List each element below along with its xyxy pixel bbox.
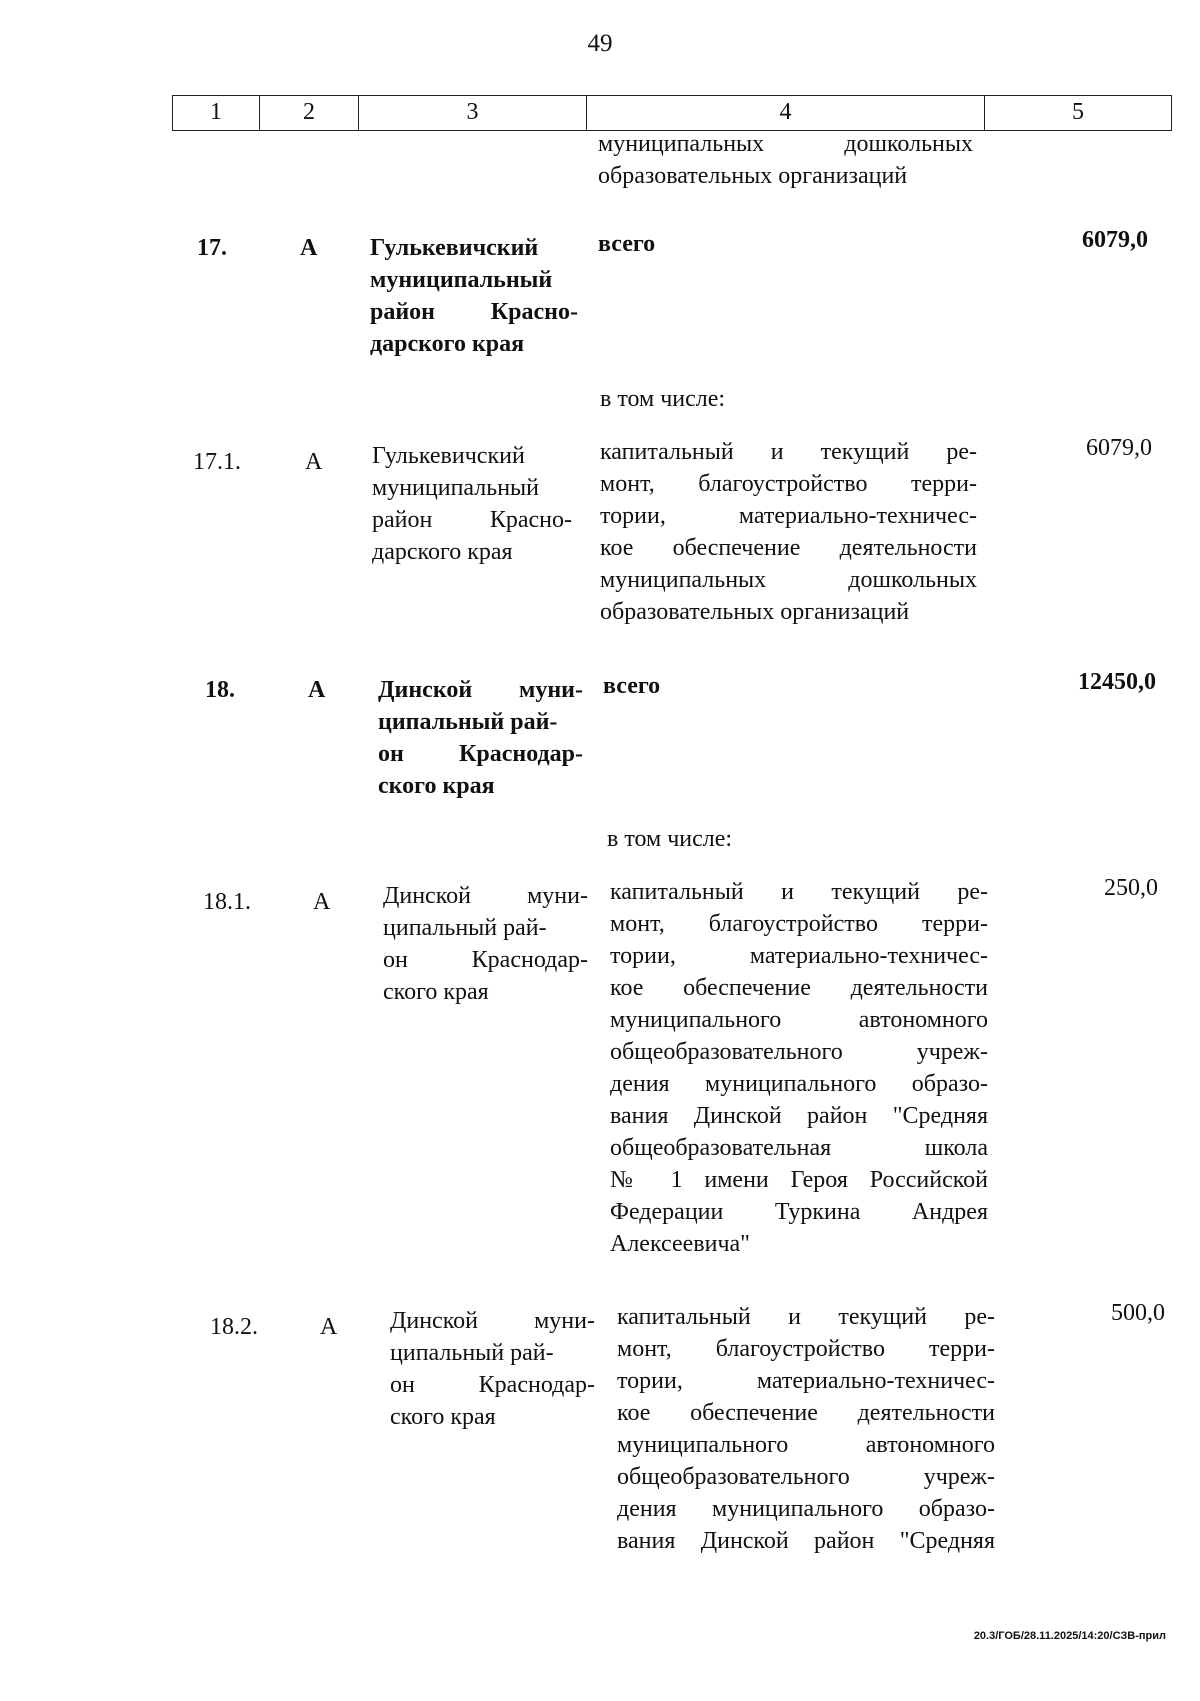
row-amount: 250,0 bbox=[1104, 875, 1158, 901]
municipality-line: он Краснодар- bbox=[383, 947, 588, 973]
row-description bbox=[600, 436, 977, 628]
row-amount: 12450,0 bbox=[1078, 669, 1156, 695]
description-line: капитальный и текущий ре- bbox=[610, 879, 988, 905]
description-line: вания Динской район "Средняя bbox=[617, 1528, 995, 1554]
municipality-line: ципальный рай- bbox=[378, 709, 558, 735]
description-line: тории, материально-техничес- bbox=[610, 943, 988, 969]
description-line: общеобразовательного учреж- bbox=[617, 1464, 995, 1490]
municipality-line: ского края bbox=[383, 979, 489, 1005]
description-line: муниципальных дошкольных bbox=[600, 567, 977, 593]
row-category: А bbox=[320, 1314, 338, 1340]
row-number: 17. bbox=[197, 235, 227, 261]
municipality-line: дарского края bbox=[370, 331, 525, 357]
description-line: тории, материально-техничес- bbox=[600, 503, 977, 529]
description-line: вания Динской район "Средняя bbox=[610, 1103, 988, 1129]
municipality-line: Динской муни- bbox=[390, 1308, 595, 1334]
description-line: образовательных организаций bbox=[600, 599, 910, 625]
municipality-line: Гулькевичский bbox=[370, 235, 539, 261]
row-amount: 500,0 bbox=[1111, 1300, 1165, 1326]
row-municipality bbox=[372, 440, 572, 568]
description-line: дения муниципального образо- bbox=[617, 1496, 995, 1522]
row-description bbox=[617, 1301, 995, 1557]
municipality-line: Динской муни- bbox=[378, 677, 583, 703]
row-category: А bbox=[305, 449, 323, 475]
column-header-row bbox=[172, 95, 1172, 131]
row-description bbox=[598, 228, 973, 260]
column-header-2: 2 bbox=[260, 96, 359, 130]
column-header-3: 3 bbox=[359, 96, 587, 130]
municipality-line: Динской муни- bbox=[383, 883, 588, 909]
municipality-line: муниципальный bbox=[370, 267, 553, 293]
footer-document-code: 20.3/ГОБ/28.11.2025/14:20/СЗВ-прил bbox=[973, 1630, 1166, 1642]
page-number: 49 bbox=[587, 30, 613, 57]
row-municipality bbox=[378, 674, 583, 802]
description-line: всего bbox=[603, 673, 661, 699]
including-label: в том числе: bbox=[600, 386, 726, 412]
column-header-4: 4 bbox=[587, 96, 985, 130]
row-amount: 6079,0 bbox=[1082, 227, 1148, 253]
municipality-line: муниципальный bbox=[372, 475, 540, 501]
row-municipality bbox=[370, 232, 578, 360]
description-line: общеобразовательная школа bbox=[610, 1135, 988, 1161]
continuation-line: муниципальных дошкольных bbox=[598, 131, 973, 157]
row-category: А bbox=[313, 889, 331, 915]
row-category: А bbox=[308, 677, 326, 703]
description-line: кое обеспечение деятельности bbox=[600, 535, 977, 561]
description-line: общеобразовательного учреж- bbox=[610, 1039, 988, 1065]
column-header-5: 5 bbox=[1072, 99, 1084, 125]
municipality-line: район Красно- bbox=[372, 507, 572, 533]
description-line: Алексеевича" bbox=[610, 1231, 750, 1257]
description-line: капитальный и текущий ре- bbox=[617, 1304, 995, 1330]
description-line: кое обеспечение деятельности bbox=[610, 975, 988, 1001]
description-line: монт, благоустройство терри- bbox=[610, 911, 988, 937]
including-label: в том числе: bbox=[607, 826, 733, 852]
municipality-line: Гулькевичский bbox=[372, 443, 525, 469]
description-line: муниципального автономного bbox=[617, 1432, 995, 1458]
row-municipality bbox=[390, 1305, 595, 1433]
description-line: № 1 имени Героя Российской bbox=[610, 1167, 988, 1193]
municipality-line: он Краснодар- bbox=[390, 1372, 595, 1398]
row-number: 18.2. bbox=[210, 1314, 258, 1340]
municipality-line: ского края bbox=[390, 1404, 496, 1430]
description-line: монт, благоустройство терри- bbox=[600, 471, 977, 497]
municipality-line: дарского края bbox=[372, 539, 513, 565]
row-amount: 6079,0 bbox=[1086, 435, 1152, 461]
row-description bbox=[603, 670, 978, 702]
municipality-line: ципальный рай- bbox=[383, 915, 547, 941]
description-line: муниципального автономного bbox=[610, 1007, 988, 1033]
continuation-line: образовательных организаций bbox=[598, 163, 908, 189]
description-line: дения муниципального образо- bbox=[610, 1071, 988, 1097]
description-line: тории, материально-техничес- bbox=[617, 1368, 995, 1394]
municipality-line: район Красно- bbox=[370, 299, 578, 325]
municipality-line: ского края bbox=[378, 773, 495, 799]
row-category: А bbox=[300, 235, 318, 261]
description-line: кое обеспечение деятельности bbox=[617, 1400, 995, 1426]
description-line: монт, благоустройство терри- bbox=[617, 1336, 995, 1362]
description-line: капитальный и текущий ре- bbox=[600, 439, 977, 465]
column-header-1: 1 bbox=[173, 96, 260, 130]
row-number: 18. bbox=[205, 677, 235, 703]
municipality-line: ципальный рай- bbox=[390, 1340, 554, 1366]
row-description bbox=[610, 876, 988, 1260]
row-number: 18.1. bbox=[203, 889, 251, 915]
description-line: Федерации Туркина Андрея bbox=[610, 1199, 988, 1225]
description-line: всего bbox=[598, 231, 656, 257]
continuation-text bbox=[598, 128, 973, 192]
row-municipality bbox=[383, 880, 588, 1008]
row-number: 17.1. bbox=[193, 449, 241, 475]
municipality-line: он Краснодар- bbox=[378, 741, 583, 767]
